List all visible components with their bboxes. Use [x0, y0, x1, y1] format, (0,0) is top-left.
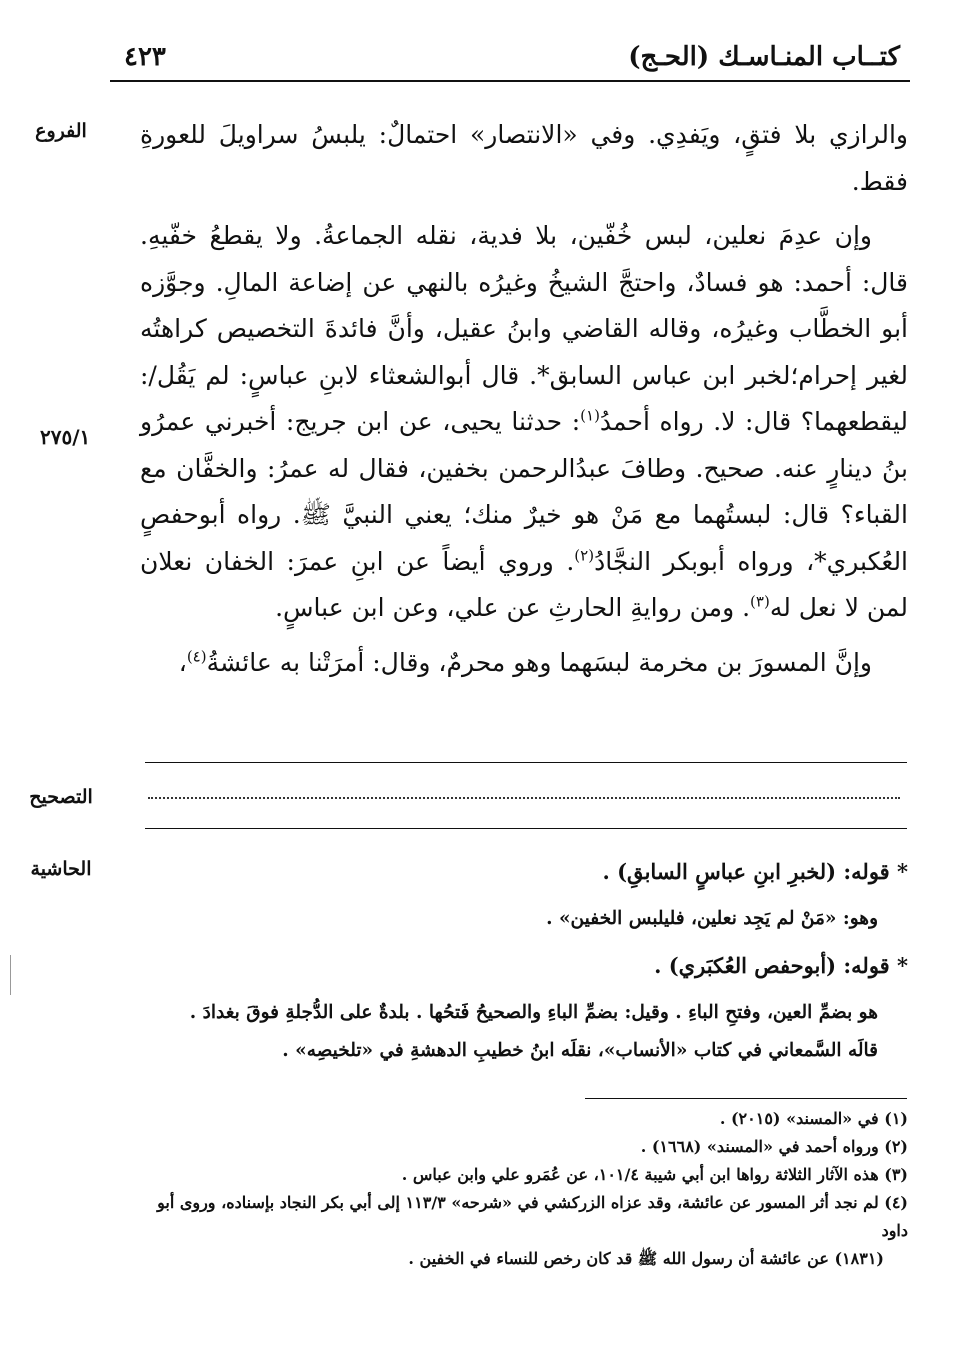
main-paragraph-2: [140, 213, 908, 632]
hashiya-text-3: قالَه السَّمعاني في كتاب «الأنساب»، نقلَه ابنُ خطيبِ الدهشةِ في «تلخيصِه» .: [282, 1040, 878, 1061]
margin-label-hashiya: الحاشية: [30, 858, 92, 880]
main-text-span: . قال أبوالشعثاء لابنِ عباسٍ: لم يَقُل/: ليقطعهما؟ قال: لا. رواه أحمدُ: [140, 360, 908, 436]
hashiya-marker: *: [537, 360, 550, 390]
footnote-4: (٤) لم نجد أثر المسور عن عائشة، وقد عزاه الزركشي في «شرحه» ١١٣/٣ إلى أبي بكر النجاد بإسناده، وروى أبو داود: [157, 1193, 908, 1240]
main-paragraph-1: [140, 112, 908, 205]
main-text-span: ،: [178, 647, 187, 677]
main-text-span: والرازي بلا فتقٍ، ويَفدِي. وفي «الانتصار» احتمالٌ: يلبسُ سراويلَ للعورةِ فقط.: [140, 120, 908, 196]
footnote-marker-2: (٢): [574, 546, 595, 565]
main-text-span: . وروي أيضاً عن ابنِ عمرَ: الخفان نعلان لمن لا نعل له: [140, 546, 908, 622]
divider-line: [145, 828, 907, 829]
hashiya-marker: *: [814, 546, 827, 576]
footnote-3: (٣) هذه الآثار الثلاثة رواها ابن أبي شيبة ١٠١/٤، عن عُمَرو علي وابن عباس .: [401, 1165, 908, 1184]
main-text-span: وإنَّ المسورَ بن مخرمة لبسَهما وهو محرمٌ، وقال: أمرَتْنا به عائشةُ: [206, 647, 872, 677]
page-number: ٤٢٣: [124, 42, 166, 72]
footnote-marker-1: (١): [580, 406, 600, 425]
footnote-4-continued: (١٨٣١) عن عائشة أن رسول الله ﷺ قد كان رخص للنساء في الخفين .: [408, 1249, 884, 1268]
margin-label-furu: الفروع: [35, 120, 87, 142]
margin-label-tashih: التصحيح: [29, 786, 93, 808]
main-text-span: . ومن روايةِ الحارثِ عن علي، وعن ابن عباسٍ.: [275, 593, 751, 622]
hashiya-text-2: هو بضمِّ العين، وفتحِ الباءِ . وقيل: بضمِّ الباءِ والصحيحُ فَتحُها . بلدةٌ على الدُّجلةِ فوقَ بغدادَ .: [189, 1002, 878, 1023]
hashiya-heading-2: * قوله: (أبوحفص العُكبَري) .: [654, 953, 908, 978]
footnote-1: (١) في «المسند» (٢٠١٥) .: [719, 1109, 908, 1128]
main-text-span: وإن عدِمَ نعلين، لبس خُفّين، بلا فدية، نقله الجماعةُ. ولا يقطعُ خفّيهِ. قال: أحمد: هو فسادٌ، واحتجَّ الشيخُ وغيرُه بالنهي عن إضاعة المالِ. وجوَّزه أبو الخطَّاب وغيرُه، وقاله القاضي وابنُ عقيل، وأنَّ فائدةَ التخصيص كراهتُه لغير إحرام؛لخبر ابن عباس السابق: [140, 221, 908, 390]
main-text-span: ، ورواه أبوبكر النجَّادُ: [594, 546, 815, 576]
scan-edge-mark: [10, 955, 11, 995]
footnote-divider: [585, 1098, 907, 1099]
hashiya-text-1: وهو: «مَنْ لم يَجِد نعلين، فليلبس الخفين» .: [546, 908, 878, 929]
page-header: [110, 38, 910, 82]
footnote-2: (٢) ورواه أحمد في «المسند» (١٦٦٨) .: [640, 1137, 908, 1156]
main-text-span: : حدثنا يحيى، عن ابن جريج: أخبرني عمرُو بنُ دينارٍ عنه. صحيح. وطافَ عبدُالرحمن بخفين، فقال له عمرُ: والخفَّان مع القباء؟ قال: لبستُهما مع مَنْ هو خيرٌ منك؛ يعني النبيَّ ﷺ. رواه أبوحفصٍ العُكبري: [140, 407, 909, 576]
footnote-marker-4: (٤): [186, 647, 207, 666]
main-paragraph-3: [140, 640, 908, 687]
hashiya-heading-1: * قوله: (لخبرِ ابنِ عباسٍ السابقِ) .: [602, 859, 908, 884]
footnotes-section: [140, 1105, 908, 1273]
tashih-dotted-line: [148, 797, 900, 799]
hashiya-section: [140, 852, 908, 1070]
book-title: كتــاب المنـاسـك (الحـج): [628, 42, 900, 72]
divider-line: [145, 762, 907, 763]
main-text: [140, 112, 908, 686]
footnote-marker-3: (٣): [750, 592, 770, 611]
margin-reference: ٢٧٥/١: [40, 425, 91, 449]
